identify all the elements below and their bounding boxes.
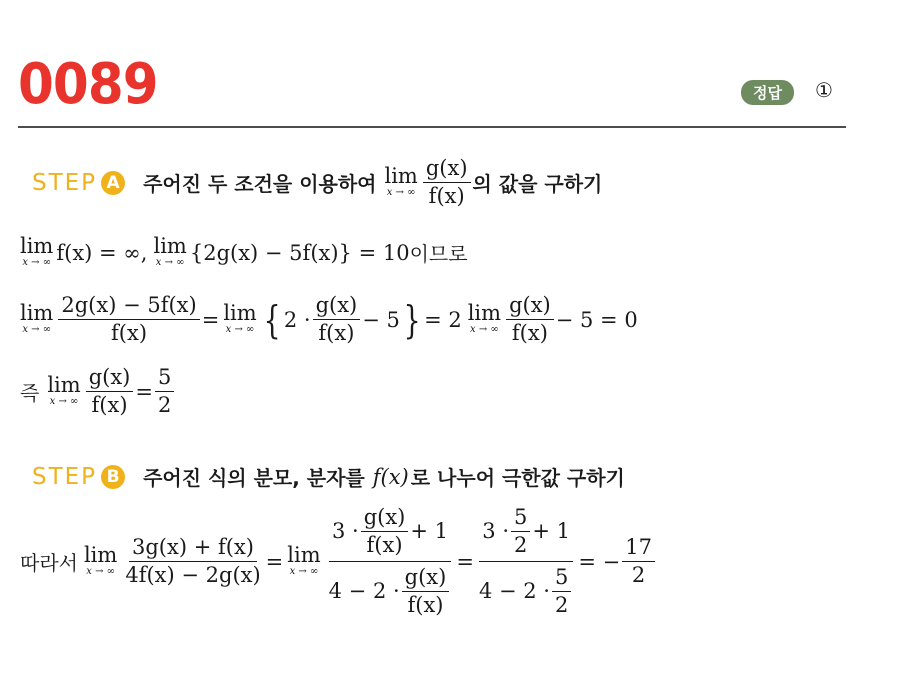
step-a-title-pre: 주어진 두 조건을 이용하여 (143, 172, 377, 197)
result-fraction: $\frac{17}{2}$ (622, 536, 655, 587)
step-b-title-pre: 주어진 식의 분모, 분자를 (143, 466, 365, 490)
line-b1 (20, 506, 657, 617)
problem-number: 0089 (18, 52, 158, 117)
right-brace: } (403, 297, 421, 342)
expr: f(x) = ∞, (56, 240, 148, 265)
line-a3 (20, 366, 176, 417)
limit: lim x → ∞ (287, 543, 321, 578)
step-a-heading (32, 157, 602, 208)
header-divider (18, 126, 846, 128)
expr: = 2 (424, 307, 462, 332)
step-b-heading (32, 462, 625, 491)
fraction: g(x) f(x) (313, 294, 361, 345)
limit: lim x → ∞ (83, 543, 118, 578)
line-a1 (20, 236, 468, 269)
step-a-tag: STEP (32, 169, 98, 196)
prefix: 즉 (20, 381, 40, 406)
answer-value: ① (815, 78, 833, 102)
limit: lim x → ∞ (467, 301, 502, 336)
fraction: $\frac{3g(x) + f(x)}{4f(x) - 2g(x)}$ (125, 535, 261, 588)
step-a-letter-icon: A (101, 171, 125, 195)
prefix: 따라서 (20, 551, 78, 576)
equals: = − (578, 549, 621, 574)
step-b-title-post: 로 나누어 극한값 구하기 (410, 466, 625, 490)
equals: = (135, 379, 153, 404)
equals: = (265, 549, 284, 574)
fraction: $\frac{2g(x) - 5f(x)}{f(x)}$ (58, 294, 199, 345)
fraction: g(x) f(x) (506, 294, 554, 345)
conjunction: 이므로 (409, 242, 468, 266)
limit: lim x → ∞ (20, 301, 54, 336)
step-a-limit: lim x → ∞ (384, 164, 418, 199)
step-b-letter-icon: B (101, 465, 125, 489)
expr: − 5 (362, 307, 400, 332)
fraction: $\frac{5}{2}$ (155, 366, 174, 417)
fraction: $\frac{g(x)}{f(x)}$ (86, 366, 134, 417)
left-brace: { (263, 297, 281, 342)
expr: {2g(x) − 5f(x)} = 10 (189, 240, 410, 265)
equals: = (201, 307, 220, 332)
answer-badge: 정답 (741, 80, 794, 105)
step-a-fraction: g(x) f(x) (423, 157, 471, 208)
step-b-title-math: f(x) (372, 464, 409, 489)
limit: lim x → ∞ (47, 373, 81, 408)
step-b-tag: STEP (32, 463, 98, 490)
limit: lim x → ∞ (153, 234, 187, 268)
limit: lim x → ∞ (223, 301, 257, 336)
complex-fraction: 3 · g(x) f(x) + 1 4 − 2 · g(x) f(x) (326, 506, 455, 617)
step-a-title-post: 의 값을 구하기 (472, 172, 603, 197)
expr: 2 · (283, 307, 311, 332)
line-a2 (20, 294, 638, 345)
complex-fraction: 3 · 5 2 + 1 4 − 2 · 5 2 (476, 506, 576, 617)
equals: = (456, 549, 474, 574)
expr: − 5 = 0 (555, 307, 638, 332)
limit: lim x → ∞ (20, 234, 54, 268)
